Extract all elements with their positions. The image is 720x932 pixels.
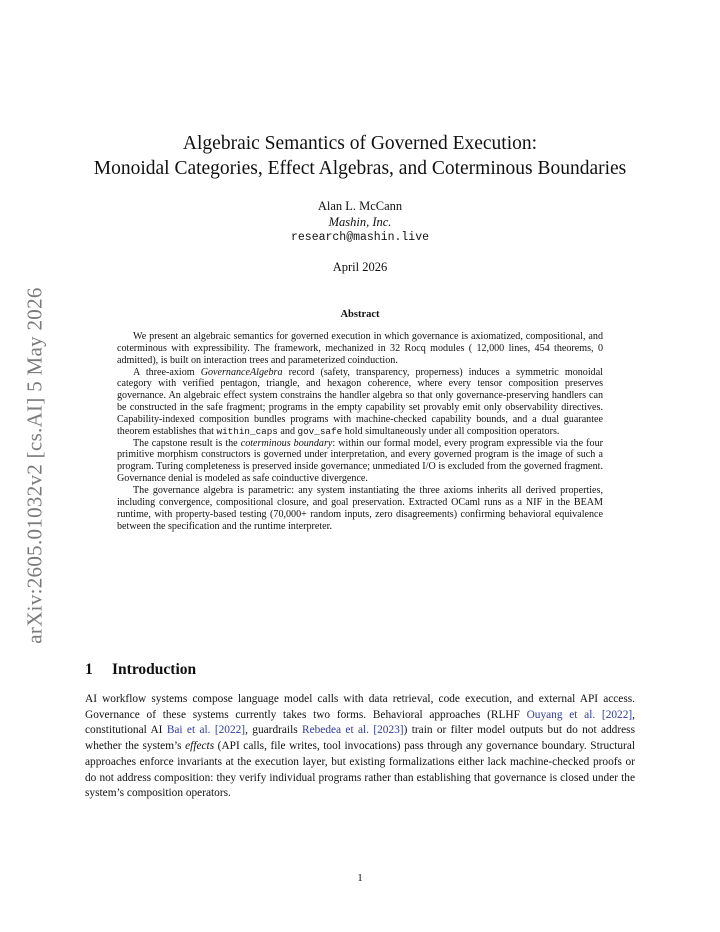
author-block xyxy=(0,199,720,246)
abstract-text: and xyxy=(277,425,298,437)
author-affiliation: Mashin, Inc. xyxy=(328,214,392,229)
intro-text: , guardrails xyxy=(245,724,303,737)
abstract-text: A three-axiom xyxy=(133,366,201,378)
effects-term: effects xyxy=(185,740,215,753)
coterminous-boundary-term: coterminous boundary xyxy=(240,437,333,449)
arxiv-id: arXiv:2605.01032v2 [cs.AI] 5 May 2026 xyxy=(22,286,47,644)
section-title: Introduction xyxy=(112,661,197,678)
author-name: Alan L. McCann xyxy=(317,199,403,213)
introduction-body xyxy=(85,692,635,802)
abstract-paragraph-4: The governance algebra is parametric: any system instantiating the three axioms inherits all derived properties, including convergence, compositional closure, and goal preservation. Extracted OCaml runs as a NIF in the BEAM runtime, with property-based testing (70,000+ random inputs, zero disagreements) confirming behavioral equivalence between the specification and the runtime interpreter. xyxy=(117,484,603,532)
within-caps-code: within_caps xyxy=(216,425,278,437)
citation-rebedea[interactable]: Rebedea et al. [2023] xyxy=(302,724,404,737)
abstract-text: hold simultaneously under all composition operators. xyxy=(342,425,560,437)
abstract-text: : within our formal model, every program expressible via the four primitive morphism constructors is governed under interpretation, and every governed program is the image of such a program. Turing completeness is preserved inside governance; unmediated I/O is excluded from the governed fragment. Governance denial is modeled as safe coinductive divergence. xyxy=(117,437,603,485)
abstract-body xyxy=(117,331,603,532)
paper-date: April 2026 xyxy=(332,260,388,274)
title-line-1: Algebraic Semantics of Governed Execution: xyxy=(182,133,538,154)
arxiv-stamp xyxy=(12,265,58,665)
section-number: 1 xyxy=(85,661,93,678)
intro-paragraph xyxy=(85,692,635,802)
citation-ouyang[interactable]: Ouyang et al. [2022] xyxy=(526,708,633,721)
abstract-paragraph-1: We present an algebraic semantics for governed execution in which governance is axiomatized, compositional, and coterminous with expressibility. The framework, mechanized in 32 Rocq modules ( 12,000 lines, 454 theorems, 0 admitted), is built on interaction trees and parameterized coinduction. xyxy=(117,331,603,366)
author-email: research@mashin.live xyxy=(290,231,430,244)
paper-title xyxy=(0,131,720,181)
abstract-paragraph-2 xyxy=(117,367,603,438)
title-line-2: Monoidal Categories, Effect Algebras, and Coterminous Boundaries xyxy=(93,158,627,179)
section-heading-introduction xyxy=(85,661,196,679)
governance-algebra-term: GovernanceAlgebra xyxy=(200,366,283,378)
citation-bai[interactable]: Bai et al. [2022] xyxy=(166,724,246,737)
gov-safe-code: gov_safe xyxy=(297,425,343,437)
abstract-paragraph-3 xyxy=(117,438,603,485)
intro-text: ) train or filter model outputs but do not address whether the system’s xyxy=(85,724,635,753)
page-number: 1 xyxy=(357,872,363,884)
intro-text: (API calls, file writes, tool invocations) pass through any governance boundary. Structural approaches enforce invariants at the execution layer, but existing formalizations either lack machine-checked proofs or do not address composition: they verify individual programs rather than establishing that governance is closed under the system’s composition operators. xyxy=(85,740,636,800)
abstract-text: record (safety, transparency, properness) induces a symmetric monoidal category with verified pentagon, triangle, and hexagon coherence, where every tensor composition preserves governance. An algebraic effect system constrains the handler algebra so that only governance-preserving handlers can be constructed in the safe fragment; programs in the empty capability set provably emit only observability directives. Capability-indexed composition bundles programs with machine-checked capability bounds, and a dual guarantee theorem establishes that xyxy=(117,366,603,437)
intro-text: , constitutional AI xyxy=(85,708,635,737)
abstract-heading: Abstract xyxy=(340,309,380,320)
abstract-text: The capstone result is the xyxy=(133,437,241,449)
intro-text: AI workflow systems compose language model calls with data retrieval, code execution, and external API access. Governance of these systems currently takes two forms. Behavioral approaches (RLHF xyxy=(85,693,635,721)
